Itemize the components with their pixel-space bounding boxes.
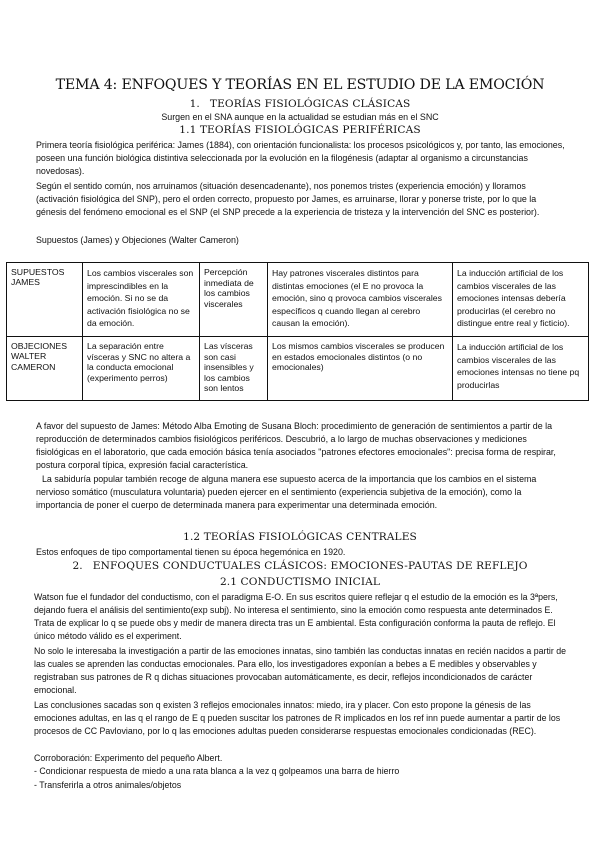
section-1-heading <box>0 98 600 110</box>
paragraph-corroboracion: Corroboración: Experimento del pequeño Albert. <box>34 753 223 763</box>
table-cell: Los cambios viscerales son imprescindibles en la emoción. Si no se da activación fisiológica no se da emoción. <box>83 263 200 337</box>
subsection-1-1-heading: 1.1 TEORÍAS FISIOLÓGICAS PERIFÉRICAS <box>179 124 421 136</box>
intro-line: Surgen en el SNA aunque en la actualidad se estudian más en el SNC <box>161 112 439 122</box>
paragraph-common-sense: Según el sentido común, nos arruinamos (situación desencadenante), nos ponemos tristes (experiencia emoción) y lloramos (activación fisiológica del SNP), pero el orden correcto, propuesto por James, es arruinarse, llorar y ponerse triste, por lo que la génesis del fenómeno emocional es el SNP (el SNP precede a la experiencia de tristeza y la intervención del SNC es posterior). <box>36 181 540 218</box>
table-row-supuestos <box>7 263 589 337</box>
row-label-objeciones: OBJECIONES WALTER CAMERON <box>7 336 83 400</box>
paragraph-conclusiones: Las conclusiones sacadas son q existen 3 reflejos emocionales innatos: miedo, ira y placer. Con esto propone la génesis de las emociones adultas, en las q el rango de E q pueden suscitar los patrones de R implicados en los ref inn puede aumentar a partir de los procesos de CC Pavloviano, por lo q las emociones adultas pueden considerarse respuestas emocionales condicionadas (REC). <box>34 700 561 736</box>
section-1-number: 1. <box>189 98 200 110</box>
section-2-heading <box>0 560 600 572</box>
section-1-title: TEORÍAS FISIOLÓGICAS CLÁSICAS <box>209 98 411 110</box>
table-cell: La inducción artificial de los cambios viscerales de las emociones intensas no tiene pq producirlas <box>453 336 589 400</box>
paragraph-sabiduria-popular: La sabiduría popular también recoge de alguna manera ese supuesto acerca de la importancia que los cambios en el sistema nervioso somático (musculatura voluntaria) pueden ejercer en el sentimiento (experiencia subjetiva de la emoción), como la importancia de poner el cuerpo de determinada manera para experimentar una determinada emoción. <box>36 474 537 511</box>
paragraph-james-theory: Primera teoría fisiológica periférica: James (1884), con orientación funcionalista: los procesos psicológicos y, por tanto, las emociones, poseen una función biológica distintiva seleccionada por la evolución en la filogénesis (adaptar al organismo a circunstancias novedosas). <box>36 140 565 177</box>
section-2-number: 2. <box>72 560 83 572</box>
supuestos-objeciones-table <box>6 262 589 401</box>
subsection-1-2-heading: 1.2 TEORÍAS FISIOLÓGICAS CENTRALES <box>183 531 417 543</box>
table-cell: Las vísceras son casi insensibles y los cambios son lentos <box>200 336 268 400</box>
table-row-objeciones <box>7 336 589 400</box>
list-item: - Transferirla a otros animales/objetos <box>34 780 182 790</box>
table-cell: La separación entre vísceras y SNC no altera a la conducta emocional (experimento perros) <box>83 336 200 400</box>
table-cell: Hay patrones viscerales distintos para distintas emociones (el E no provoca la emoción, sino q provoca cambios viscerales específicos q cuando llegan al cerebro causan la emoción). <box>268 263 453 337</box>
section-2-title: ENFOQUES CONDUCTUALES CLÁSICOS: EMOCIONES-PAUTAS DE REFLEJO <box>92 560 528 572</box>
paragraph-supuestos-objeciones: Supuestos (James) y Objeciones (Walter Cameron) <box>36 235 239 245</box>
list-item: - Condicionar respuesta de miedo a una rata blanca a la vez q golpeamos una barra de hierro <box>34 766 400 776</box>
paragraph-epoca-hegemonica: Estos enfoques de tipo comportamental tienen su época hegemónica en 1920. <box>36 547 346 557</box>
row-label-supuestos: SUPUESTOS JAMES <box>7 263 83 337</box>
table-cell: Percepción inmediata de los cambios viscerales <box>200 263 268 337</box>
document-title: TEMA 4: ENFOQUES Y TEORÍAS EN EL ESTUDIO DE LA EMOCIÓN <box>55 77 545 93</box>
paragraph-emociones-innatas: No solo le interesaba la investigación a partir de las emociones innatas, sino también las conductas innatas en recién nacidos a partir de las cuales se aprenden las conductas emocionales. Para ello, los investigadores exponían a bebes a E medibles y observables y registraban sus patrones de R q dichas situaciones provocaban automáticamente, es decir, reflejos incondicionados de carácter emocional. <box>34 646 567 695</box>
subsection-2-1-heading: 2.1 CONDUCTISMO INICIAL <box>219 576 381 588</box>
paragraph-watson: Watson fue el fundador del conductismo, con el paradigma E-O. En sus escritos quiere reflejar q el estudio de la emoción es la 3ªpers, dejando fuera el análisis del sentimiento(exp subj). No interesa el sentimiento, sino la emoción como respuesta ante determinados E. Trata de explicar lo q se puede obs y medir de manera directa tras un E ambiental. Esta configuración conforma la pauta de reflejo. El único método válido es el experiment. <box>34 592 558 641</box>
paragraph-alba-emoting: A favor del supuesto de James: Método Alba Emoting de Susana Bloch: procedimiento de generación de sentimientos a partir de la reproducción de determinados cambios fisiológicos periféricos. Descubrió, a lo largo de muchas observaciones y mediciones fisiológicas en el laboratorio, que cada emoción básica tenía asociados "patrones efectores emocionales": precisa forma de respirar, postura corporal típica, expresión facial característica. <box>36 421 556 471</box>
table-cell: La inducción artificial de los cambios viscerales de las emociones intensas debería producirlas (el cerebro no distingue entre real y ficticio). <box>453 263 589 337</box>
table-cell: Los mismos cambios viscerales se producen en estados emocionales distintos (o no emocionales) <box>268 336 453 400</box>
